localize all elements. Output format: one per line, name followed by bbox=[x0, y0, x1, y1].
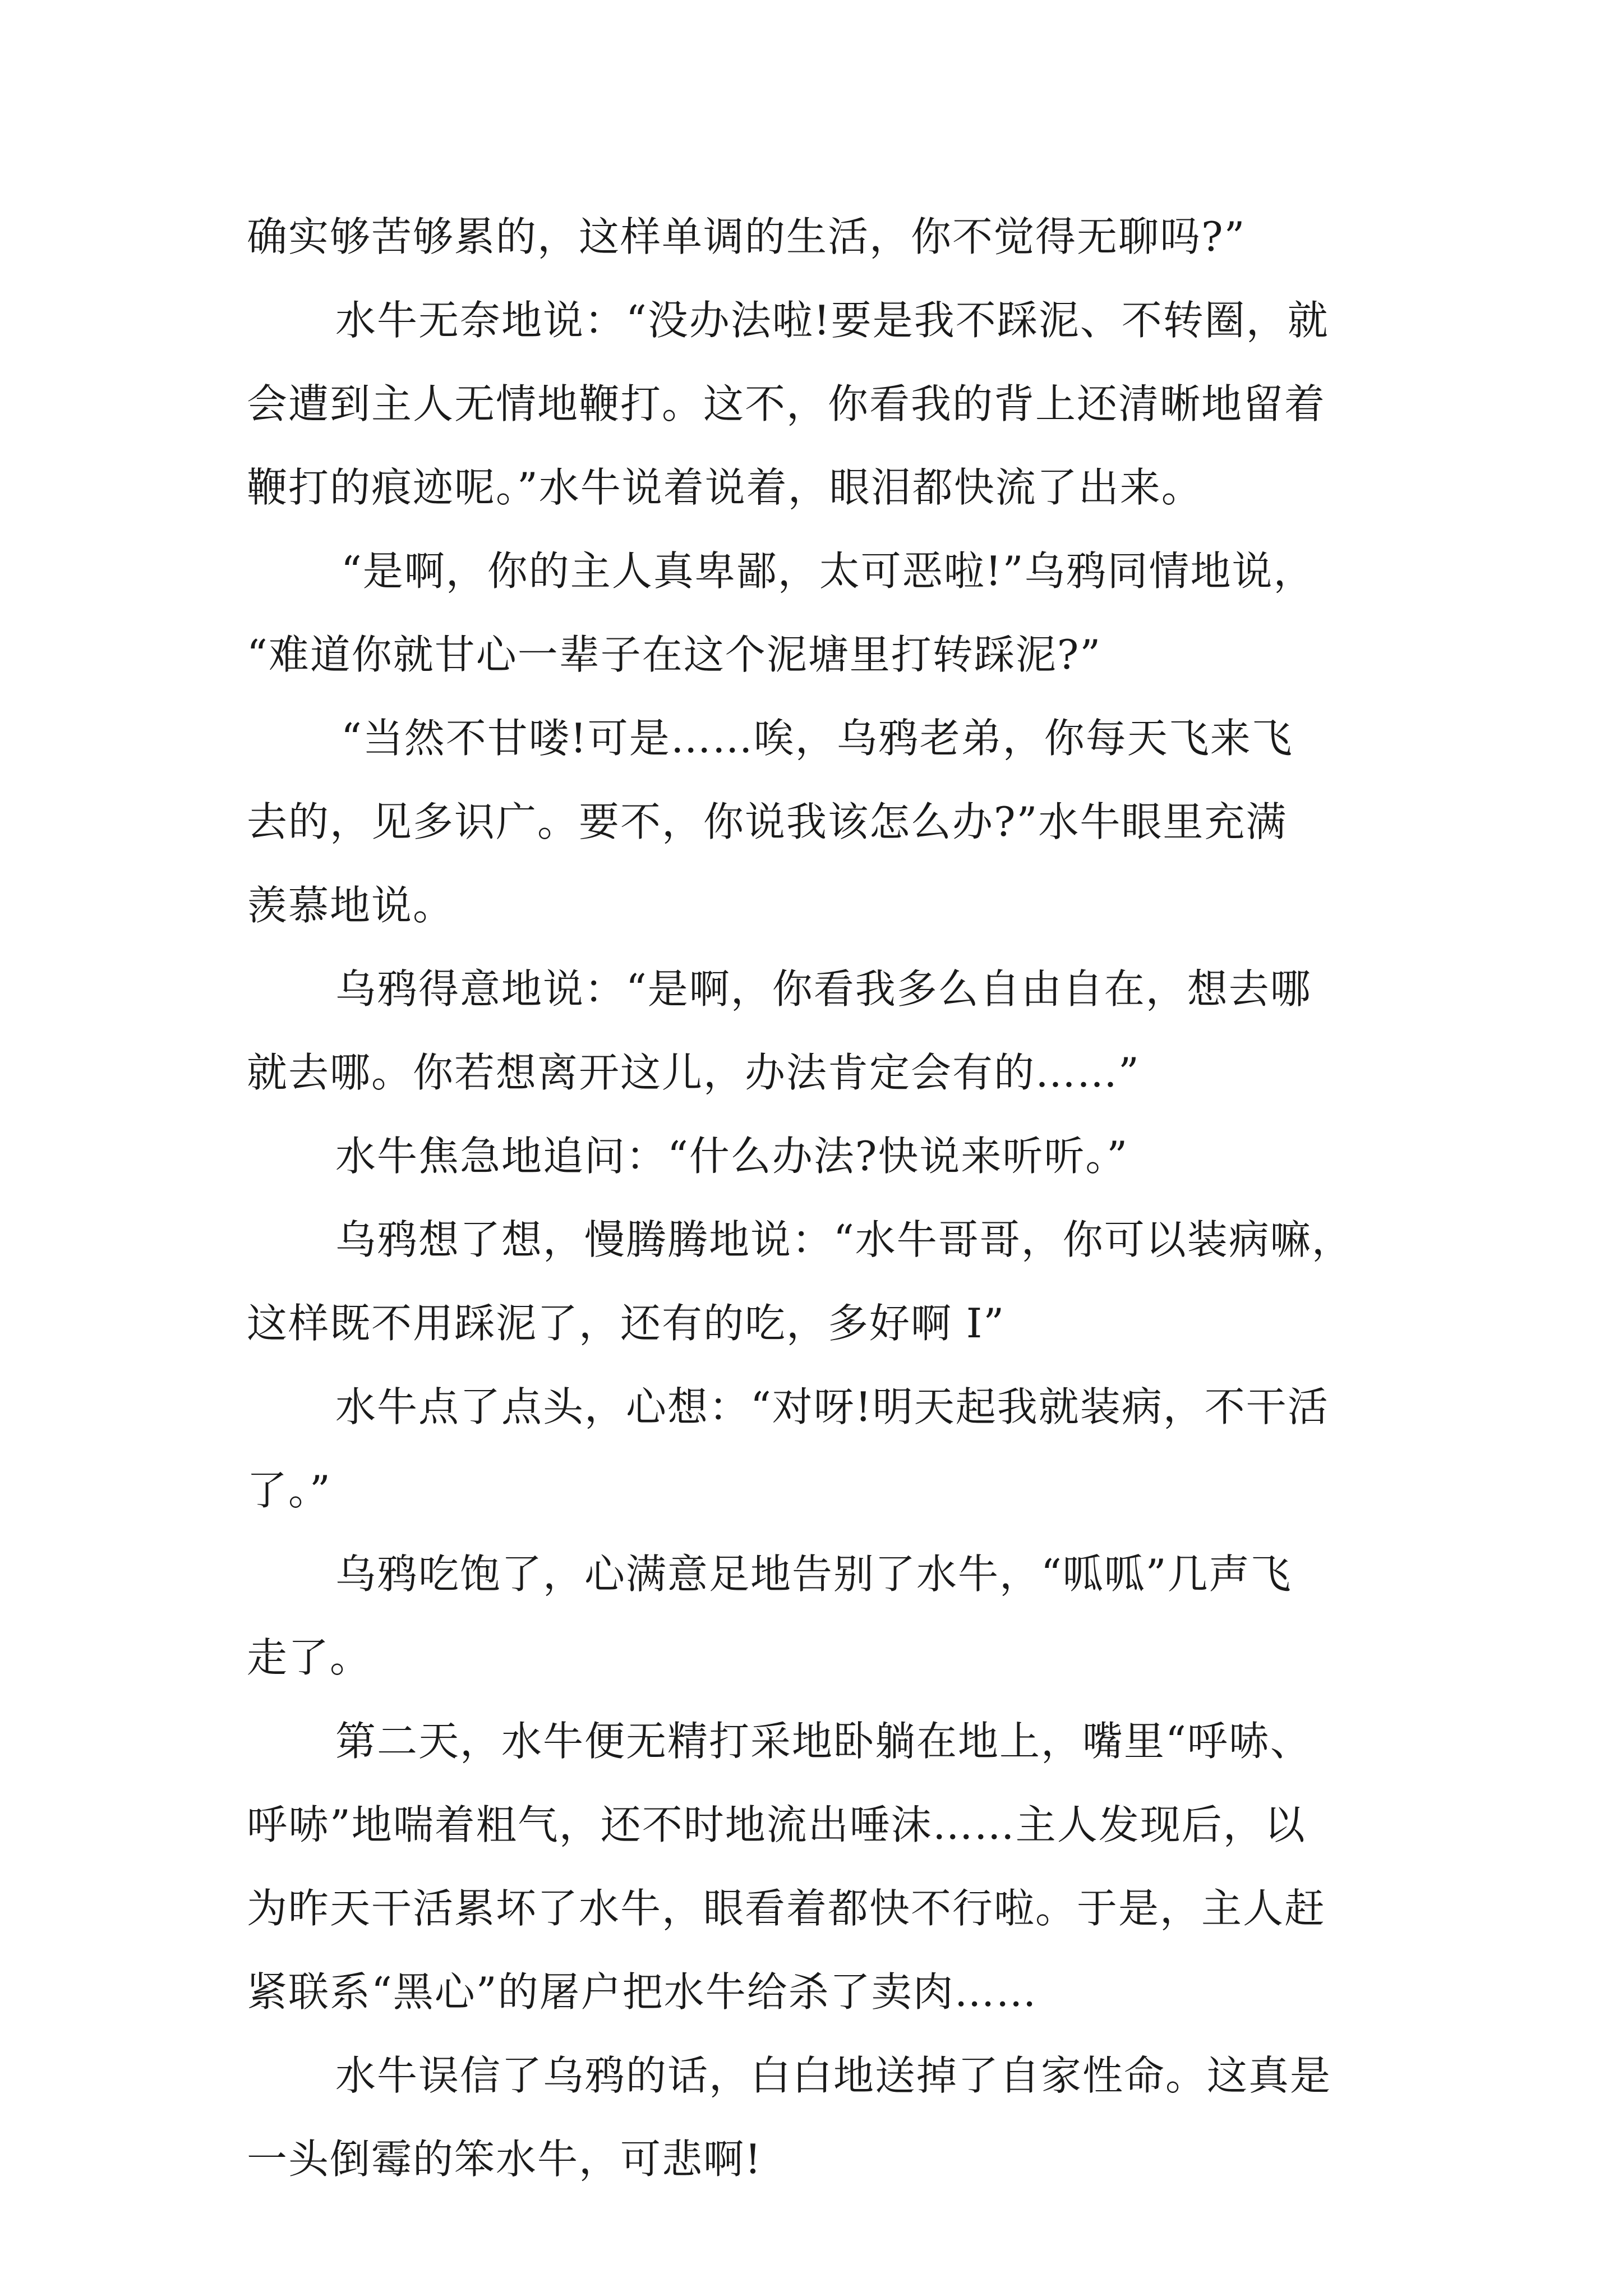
text-line-24: 一头倒霉的笨水牛，可悲啊! bbox=[247, 2136, 762, 2183]
text-line-22: 紧联系“黑心”的屠户把水牛给杀了卖肉…… bbox=[247, 1968, 1038, 2016]
text-line-15: 水牛点了点头，心想：“对呀!明天起我就装病，不干活 bbox=[335, 1383, 1329, 1430]
text-line-20: 呼哧”地喘着粗气，还不时地流出唾沫……主人发现后，以 bbox=[247, 1801, 1306, 1848]
text-line-9: 羡慕地说。 bbox=[247, 882, 455, 929]
text-line-13: 乌鸦想了想，慢腾腾地说：“水牛哥哥，你可以装病嘛， bbox=[335, 1216, 1353, 1263]
text-line-5: “是啊，你的主人真卑鄙，太可恶啦!”乌鸦同情地说， bbox=[341, 547, 1315, 595]
text-line-2: 水牛无奈地说：“没办法啦!要是我不踩泥、不转圈，就 bbox=[335, 297, 1329, 344]
text-line-21: 为昨天干活累坏了水牛，眼看着都快不行啦。于是，主人赶 bbox=[247, 1885, 1326, 1932]
text-line-14: 这样既不用踩泥了，还有的吃，多好啊 I” bbox=[247, 1300, 1006, 1347]
text-line-1: 确实够苦够累的，这样单调的生活，你不觉得无聊吗?” bbox=[247, 213, 1246, 260]
text-line-4: 鞭打的痕迹呢。”水牛说着说着，眼泪都快流了出来。 bbox=[247, 464, 1203, 511]
text-line-8: 去的，见多识广。要不，你说我该怎么办?”水牛眼里充满 bbox=[247, 798, 1288, 845]
text-line-3: 会遭到主人无情地鞭打。这不，你看我的背上还清晰地留着 bbox=[247, 380, 1326, 427]
text-line-7: “当然不甘喽!可是……唉，乌鸦老弟，你每天飞来飞 bbox=[341, 715, 1293, 762]
text-line-19: 第二天，水牛便无精打采地卧躺在地上，嘴里“呼哧、 bbox=[335, 1718, 1312, 1765]
text-line-10: 乌鸦得意地说：“是啊，你看我多么自由自在，想去哪 bbox=[335, 965, 1312, 1013]
text-line-16: 了。” bbox=[247, 1467, 331, 1514]
text-line-23: 水牛误信了乌鸦的话，白白地送掉了自家性命。这真是 bbox=[335, 2052, 1332, 2099]
text-line-6: “难道你就甘心一辈子在这个泥塘里打转踩泥?” bbox=[247, 631, 1102, 678]
text-line-11: 就去哪。你若想离开这儿，办法肯定会有的……” bbox=[247, 1049, 1140, 1096]
text-line-17: 乌鸦吃饱了，心满意足地告别了水牛，“呱呱”几声飞 bbox=[335, 1550, 1292, 1598]
text-line-12: 水牛焦急地追问：“什么办法?快说来听听。” bbox=[335, 1133, 1129, 1180]
text-line-18: 走了。 bbox=[247, 1634, 372, 1681]
